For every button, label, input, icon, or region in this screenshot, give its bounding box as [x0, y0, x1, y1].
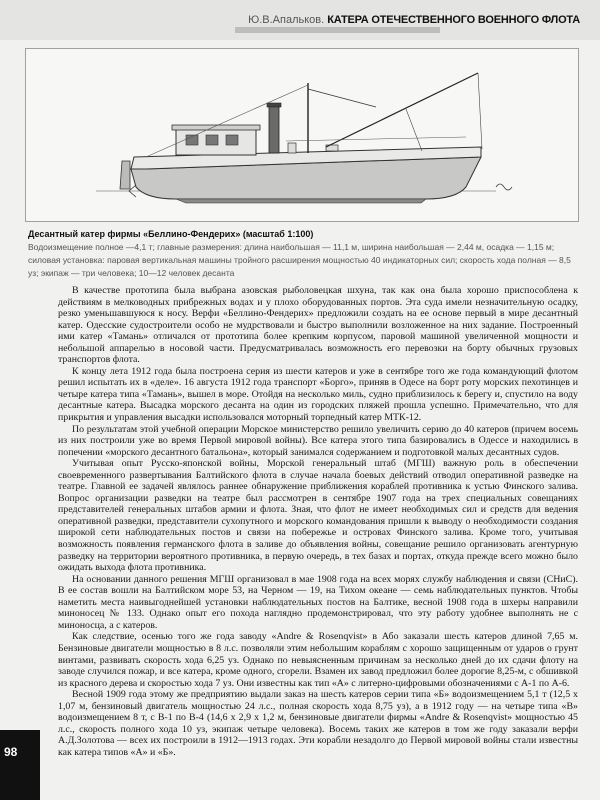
paragraph: Учитывая опыт Русско-японской войны, Морской генеральный штаб (МГШ) важную роль в обеспечении своевременного развертывания Балтийского флота в случае начала боевых действий отводил оперативной разведке на театре. Главной ее задачей являлось раннее обнаружение приближения кораблей противника к устью Финского залива. Вопрос организации разведки на театре был рассмотрен в сентябре 1907 года на трех специальных совещаниях представителей генеральных штабов армии и флота. Зная, что флот не имеет необходимых сил и средств для ведения оперативной разведки, представители сухопутного и морского командования пришли к выводу о необходимости создания широкой сети наблюдательных постов и связи на побережье и островах Финского залива. Кроме того, учитывая возможность появления германского флота в заливе до объявления войны, совещание решило организовать агентурную разведку на территории вероятного противника, в первую очередь, в тех базах и портах, откуда прежде всего можно было ожидать выхода флота противника.	[58, 458, 578, 574]
paragraph: К концу лета 1912 года была построена серия из шести катеров и уже в сентябре того же года командующий флотом решил испытать их в «деле». 16 августа 1912 года транспорт «Борго», приняв в Одесе на борт роту морских пехотинцев и четыре катера типа «Тамань», вышел в море. Отойдя на несколько миль, судно приблизилось к берегу и, спустило на воду десантные катера. Высадка морского десанта на один из городских пляжей прошла успешно. Примечательно, что для прикрытия и управления высадки использовался моторный торпедный катер МТК-12.	[58, 365, 578, 424]
figure-caption	[28, 228, 580, 280]
header-author: Ю.В.Апальков.	[248, 14, 325, 26]
landing-boat-drawing-icon	[26, 49, 578, 221]
paragraph: Весной 1909 года этому же предприятию выдали заказ на шесть катеров серии типа «Б» водоизмещением 5,1 т (12,5 х 1,07 м, бензиновый двигатель мощностью 24 л.с., полная скорость хода 8,75 уз), а в 1912 году — на четыре типа «В» водоизмещением 8 т, с В-1 по В-4 (14,6 х 2,9 х 1,2 м, бензиновые двигатели фирмы «Andre & Rosenqvist» мощностью 45 л.с., скорость полного хода 10 уз, экипаж четыре человека). Восемь таких же катеров в том же году заказали верфи А.Д.Золотова — всех их построили в 1912—1913 годах. Эти корабли незадолго до Первой мировой войны стали известны как катера типов «А» и «Б».	[58, 689, 578, 758]
paragraph: Как следствие, осенью того же года заводу «Andre & Rosenqvist» в Або заказали шесть катеров длиной 7,65 м. Бензиновые двигатели мощностью в 8 л.с. позволяли этим небольшим кораблям с хорошо защищенным от ударов о грунт винтами, развивать скорость хода 6,25 уз. Однако по невыясненным причинам за несколько дней до их сдачи флоту на заводе случился пожар, и все катера, кроме одного, сгорели. Взамен их завод предложил более дорогие 8,25-м, с обшивкой из красного дерева и скоростью хода 7 уз. Они известны как тип «А» с литерно-цифровыми обозначениями с А-1 по А-6.	[58, 631, 578, 689]
caption-specs: Водоизмещение полное —4,1 т; главные размерения: длина наибольшая — 11,1 м, ширина наибольшая — 2,44 м, осадка — 1,15 м; силовая установка: паровая вертикальная машины тройного расширения мощностью 40 индикаторных сил; скорость хода полная — 8,5 уз; экипаж — три человека; 10—12 человек десанта	[28, 242, 571, 278]
caption-title: Десантный катер фирмы «Беллино-Фендерих» (масштаб 1:100)	[28, 229, 314, 239]
running-head	[248, 14, 580, 26]
header-book-title: КАТЕРА ОТЕЧЕСТВЕННОГО ВОЕННОГО ФЛОТА	[327, 14, 580, 26]
article-body	[58, 285, 578, 758]
paragraph: По результатам этой учебной операции Морское министерство решило увеличить серию до 40 катеров (причем восемь из них построили уже во время Первой мировой войны). Все катера этого типа базировались в Одессе и находились в попечении «морского десантного батальона», который занимался содержанием и подготовкой малых десантных судов.	[58, 423, 578, 458]
page-header	[0, 0, 600, 40]
page-number-tab	[0, 730, 40, 800]
figure-frame	[25, 48, 579, 222]
page-number: 98	[4, 745, 18, 759]
paragraph: В качестве прототипа была выбрана азовская рыболовецкая шхуна, так как она была хорошо приспособлена к действиям в мелководных прибрежных водах и у плохо оборудованных портов. Эта суда имели незначительную осадку, резко уменьшавшуюся к носу. Верфи «Беллино-Фендерих» предложили создать на ее основе первый в мире десантный катер. Одесские судостроители особо не мудрствовали и быстро выполнили возложенное на них задание. Построенный ими катер «Тамань» отличался от прототипа более крепким корпусом, паровой машиной увеличенной мощности и небольшой аппарелью в носовой части. Предусматривалась возможность его перевозки на борту обычных грузовых транспортов флота.	[58, 285, 578, 366]
paragraph: На основании данного решения МГШ организовал в мае 1908 года на всех морях службу наблюдения и связи (СНиС). В ее состав вошли на Балтийском море 53, на Черном — 19, на Тихом океане — семь наблюдательных пунктов. Чтобы наметить места наивыгоднейшей установки наблюдательных постов на Балтике, весной 1908 года в шхеры направили миноносец № 133. Однако опыт его похода наглядно продемонстрировал, что эту работу удобнее выполнять не с миноносца, а с катеров.	[58, 573, 578, 631]
header-decor-bar	[235, 27, 440, 33]
